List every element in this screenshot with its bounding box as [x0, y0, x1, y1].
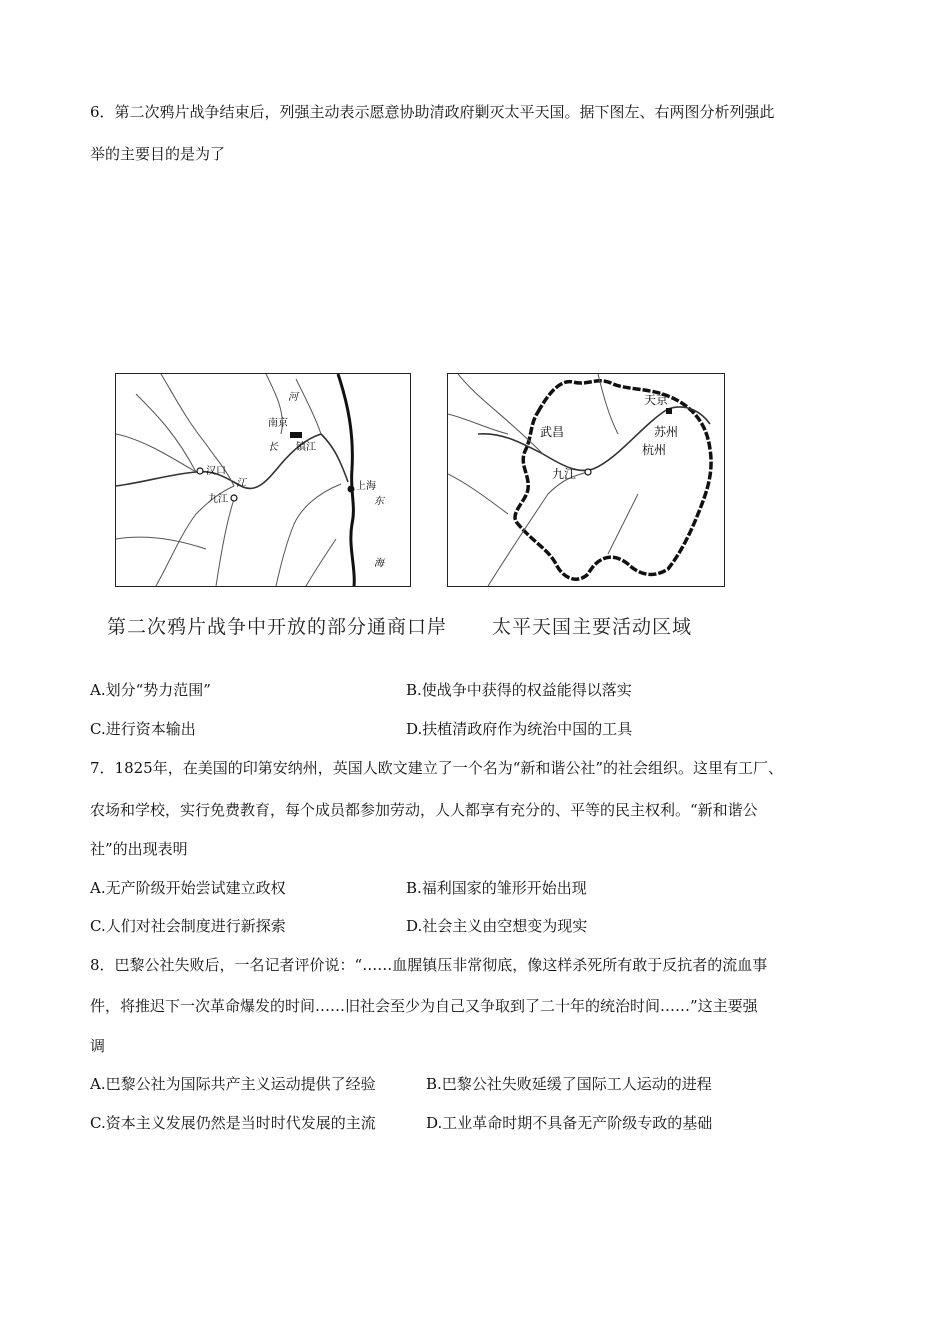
q8-stem-line-3: 调	[90, 1037, 106, 1055]
label-suzhou: 苏州	[654, 425, 679, 439]
map-taiping-area-drawing	[448, 374, 724, 586]
q8-option-d[interactable]: D.工业革命时期不具备无产阶级专政的基础	[426, 1114, 713, 1132]
q6-option-c[interactable]: C.进行资本输出	[90, 720, 196, 738]
map-treaty-ports	[115, 373, 411, 587]
label-hangzhou: 杭州	[642, 443, 667, 457]
q7-option-d[interactable]: D.社会主义由空想变为现实	[406, 917, 588, 935]
label-jiujiang-right: 九江	[552, 467, 577, 481]
label-hankou: 汉口	[206, 466, 226, 477]
label-wuchang: 武昌	[540, 425, 565, 439]
q8-stem-line-2: 件，将推迟下一次革命爆发的时间……旧社会至少为自己又争取到了二十年的统治时间……”这主要强	[90, 997, 758, 1015]
label-tianjing: 天京	[644, 393, 669, 407]
q8-option-b[interactable]: B.巴黎公社失败延缓了国际工人运动的进程	[426, 1075, 712, 1093]
q7-stem-line-3: 社”的出现表明	[90, 840, 188, 858]
q6-stem-line-1: 6．第二次鸦片战争结束后，列强主动表示愿意协助清政府剿灭太平天国。据下图左、右两图分析列强此	[90, 103, 775, 121]
label-jiang: 江	[236, 478, 246, 489]
q7-stem-line-2: 农场和学校，实行免费教育，每个成员都参加劳动，人人都享有充分的、平等的民主权利。“新和谐公	[90, 801, 758, 819]
label-he: 河	[288, 392, 298, 403]
q6-option-a[interactable]: A.划分“势力范围”	[90, 681, 211, 699]
q6-option-d[interactable]: D.扶植清政府作为统治中国的工具	[406, 720, 633, 738]
label-nanjing: 南京	[268, 418, 288, 429]
caption-right-map: 太平天国主要活动区域	[492, 616, 693, 638]
q8-option-c[interactable]: C.资本主义发展仍然是当时时代发展的主流	[90, 1114, 376, 1132]
label-dong: 东	[374, 496, 384, 507]
label-zhenjiang: 镇江	[296, 442, 316, 453]
map-treaty-ports-drawing	[116, 374, 410, 586]
q6-maps-figure	[107, 368, 727, 592]
q8-stem-line-1: 8．巴黎公社失败后，一名记者评价说：“……血腥镇压非常彻底，像这样杀死所有敢于反抗者的流血事	[90, 956, 768, 974]
label-shanghai: 上海	[356, 481, 376, 492]
label-chang: 长	[268, 442, 278, 453]
label-hai: 海	[374, 558, 384, 569]
q6-stem-line-2: 举的主要目的是为了	[90, 145, 226, 163]
q7-option-c[interactable]: C.人们对社会制度进行新探索	[90, 917, 286, 935]
caption-left-map: 第二次鸦片战争中开放的部分通商口岸	[107, 616, 448, 638]
map-taiping-area	[447, 373, 725, 587]
q8-option-a[interactable]: A.巴黎公社为国际共产主义运动提供了经验	[90, 1075, 376, 1093]
label-jiujiang: 九江	[208, 494, 228, 505]
q7-option-a[interactable]: A.无产阶级开始尝试建立政权	[90, 879, 286, 897]
q6-option-b[interactable]: B.使战争中获得的权益能得以落实	[406, 681, 632, 699]
q7-stem-line-1: 7．1825年，在美国的印第安纳州，英国人欧文建立了一个名为“新和谐公社”的社会组织。这里有工厂、	[90, 759, 784, 777]
q7-option-b[interactable]: B.福利国家的雏形开始出现	[406, 879, 587, 897]
